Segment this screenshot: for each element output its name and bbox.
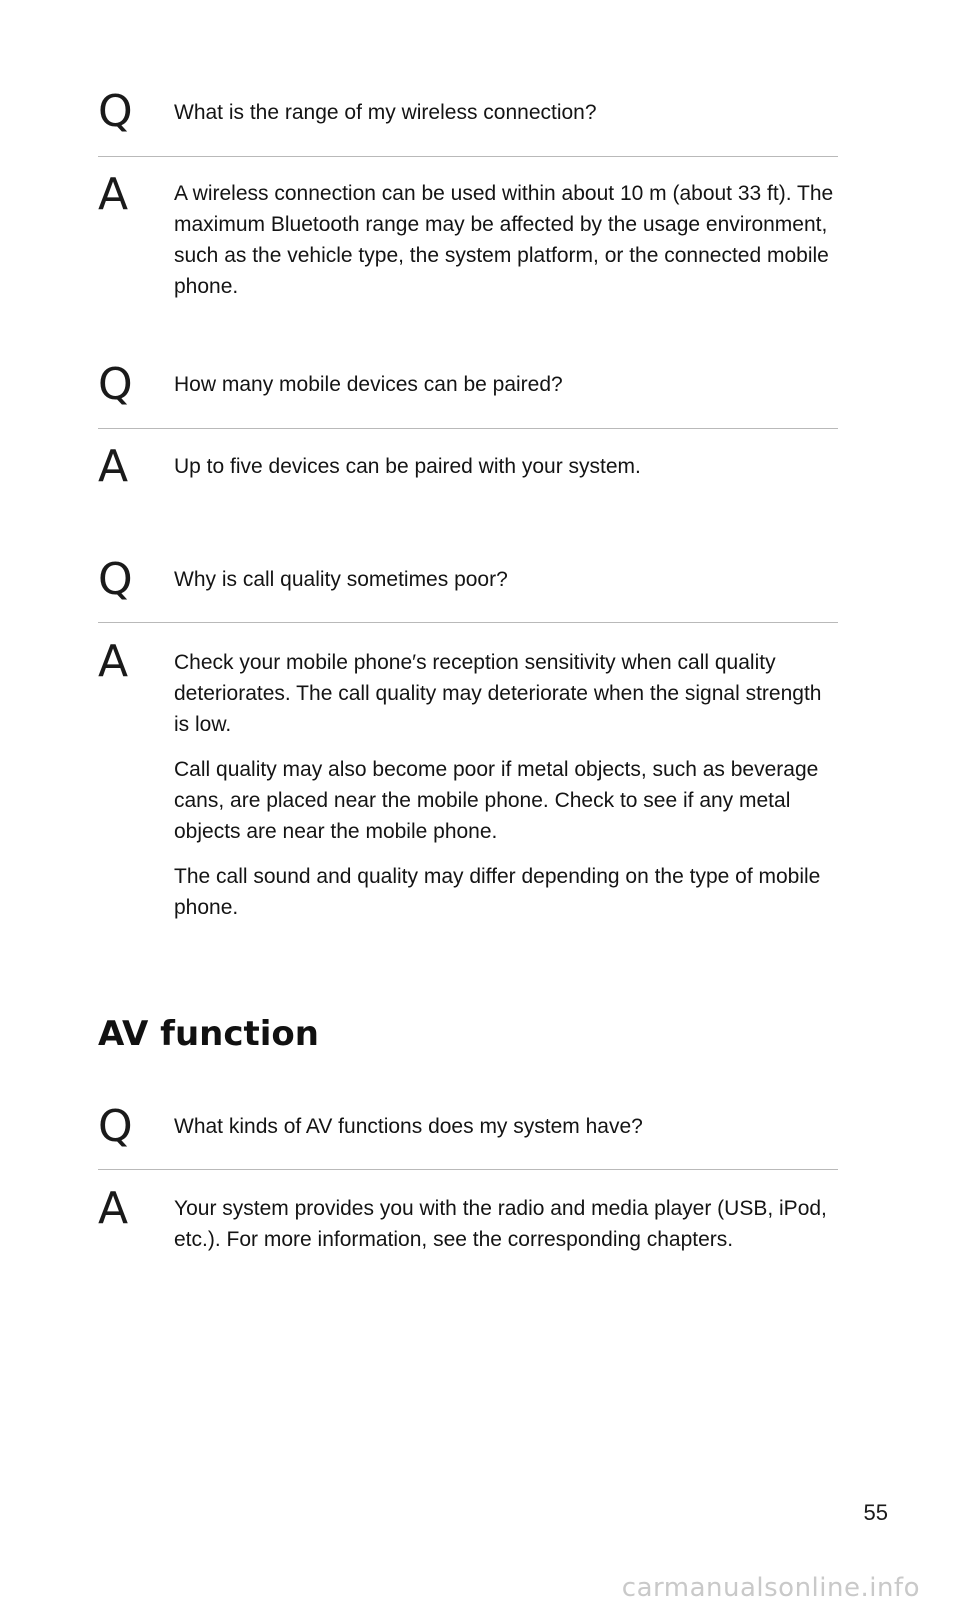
answer-text — [174, 451, 836, 482]
question-text: What kinds of AV functions does my system have? — [174, 1115, 643, 1138]
answer-paragraph: Up to five devices can be paired with your system. — [174, 455, 641, 478]
divider — [98, 428, 838, 429]
question-marker: Q — [98, 554, 133, 605]
divider — [98, 622, 838, 623]
answer-paragraph: Your system provides you with the radio and media player (USB, iPod, etc.). For more information, see the corresponding chapters. — [174, 1197, 827, 1251]
answer-marker: A — [98, 636, 129, 687]
answer-text — [174, 1193, 836, 1255]
divider — [98, 1169, 838, 1170]
question-marker: Q — [98, 86, 133, 137]
answer-paragraph: Call quality may also become poor if metal objects, such as beverage cans, are placed near the mobile phone. Check to see if any metal objects are near the mobile phone. — [174, 758, 819, 843]
answer-text — [174, 178, 836, 302]
answer-paragraph: Check your mobile phone′s reception sensitivity when call quality deteriorates. The call quality may deteriorate when the signal strength is low. — [174, 651, 822, 736]
page-number: 55 — [863, 1500, 888, 1525]
question-text: How many mobile devices can be paired? — [174, 373, 563, 396]
question-marker: Q — [98, 359, 133, 410]
answer-marker: A — [98, 1183, 129, 1234]
answer-marker: A — [98, 441, 129, 492]
question-marker: Q — [98, 1101, 133, 1152]
answer-paragraph: The call sound and quality may differ depending on the type of mobile phone. — [174, 865, 821, 919]
question-text: Why is call quality sometimes poor? — [174, 568, 508, 591]
question-text: What is the range of my wireless connection? — [174, 101, 597, 124]
section-title: AV function — [98, 1014, 319, 1054]
divider — [98, 156, 838, 157]
answer-text — [174, 647, 836, 923]
answer-paragraph: A wireless connection can be used within about 10 m (about 33 ft). The maximum Bluetooth range may be affected by the usage environment, such as the vehicle type, the system platform, or the connected mobile phone. — [174, 182, 834, 298]
watermark: carmanualsonline.info — [621, 1573, 920, 1603]
answer-marker: A — [98, 169, 129, 220]
